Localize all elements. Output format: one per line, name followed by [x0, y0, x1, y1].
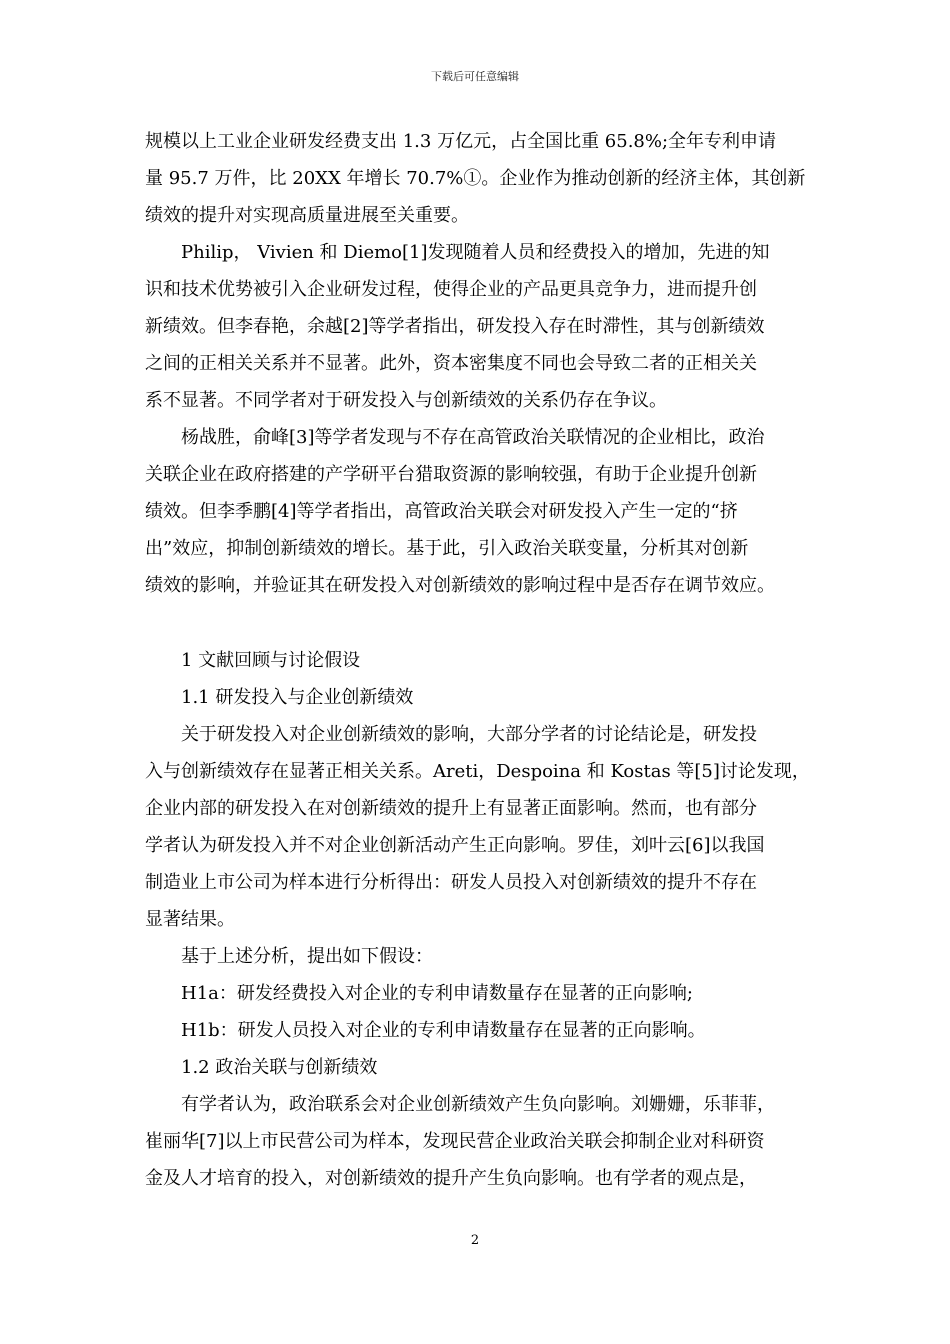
text-line: 识和技术优势被引入企业研发过程，使得企业的产品更具竞争力，进而提升创	[145, 279, 757, 300]
text-line: 显著结果。	[145, 909, 235, 930]
text-line: 新绩效。但李春艳，余越[2]等学者指出，研发投入存在时滞性，其与创新绩效	[145, 316, 765, 337]
text-line: 关联企业在政府搭建的产学研平台猎取资源的影响较强，有助于企业提升创新	[145, 464, 757, 485]
section-heading: 1 文献回顾与讨论假设	[181, 650, 361, 671]
paragraph-start: Philip， Vivien 和 Diemo[1]发现随着人员和经费投入的增加，先进的知	[181, 242, 770, 263]
text-line: 绩效。但李季鹏[4]等学者指出，高管政治关联会对研发投入产生一定的“挤	[145, 501, 738, 522]
hypothesis-h1a: H1a：研发经费投入对企业的专利申请数量存在显著的正向影响;	[181, 983, 693, 1004]
subsection-heading: 1.1 研发投入与企业创新绩效	[181, 687, 414, 708]
text-line: 金及人才培育的投入，对创新绩效的提升产生负向影响。也有学者的观点是，	[145, 1168, 757, 1189]
text-line: 规模以上工业企业研发经费支出 1.3 万亿元，占全国比重 65.8%;全年专利申请	[145, 131, 777, 152]
paragraph-start: 有学者认为，政治联系会对企业创新绩效产生负向影响。刘姗姗，乐菲菲，	[181, 1094, 775, 1115]
text-line: 系不显著。不同学者对于研发投入与创新绩效的关系仍存在争议。	[145, 390, 667, 411]
hypothesis-h1b: H1b：研发人员投入对企业的专利申请数量存在显著的正向影响。	[181, 1020, 706, 1041]
text-line: 量 95.7 万件，比 20XX 年增长 70.7%①。企业作为推动创新的经济主体，其创新	[145, 168, 806, 189]
text-line: 绩效的提升对实现高质量进展至关重要。	[145, 205, 469, 226]
text-line: 之间的正相关关系并不显著。此外，资本密集度不同也会导致二者的正相关关	[145, 353, 757, 374]
subsection-heading: 1.2 政治关联与创新绩效	[181, 1057, 378, 1078]
page-number: 2	[470, 1233, 480, 1248]
text-line: 制造业上市公司为样本进行分析得出：研发人员投入对创新绩效的提升不存在	[145, 872, 757, 893]
paragraph-start: 基于上述分析，提出如下假设：	[181, 946, 433, 967]
paragraph-start: 关于研发投入对企业创新绩效的影响，大部分学者的讨论结论是，研发投	[181, 724, 757, 745]
page-header: 下载后可任意编辑	[431, 70, 519, 83]
text-line: 入与创新绩效存在显著正相关关系。Areti，Despoina 和 Kostas 等[5]讨论发现，	[145, 761, 810, 782]
paragraph-start: 杨战胜，俞峰[3]等学者发现与不存在高管政治关联情况的企业相比，政治	[181, 427, 765, 448]
text-line: 学者认为研发投入并不对企业创新活动产生正向影响。罗佳，刘叶云[6]以我国	[145, 835, 765, 856]
text-line: 崔丽华[7]以上市民营公司为样本，发现民营企业政治关联会抑制企业对科研资	[145, 1131, 765, 1152]
text-line: 绩效的影响，并验证其在研发投入对创新绩效的影响过程中是否存在调节效应。	[145, 575, 775, 596]
blank-line	[145, 604, 825, 642]
text-line: 出”效应，抑制创新绩效的增长。基于此，引入政治关联变量，分析其对创新	[145, 538, 749, 559]
document-body	[145, 123, 825, 1197]
text-line: 企业内部的研发投入在对创新绩效的提升上有显著正面影响。然而，也有部分	[145, 798, 757, 819]
